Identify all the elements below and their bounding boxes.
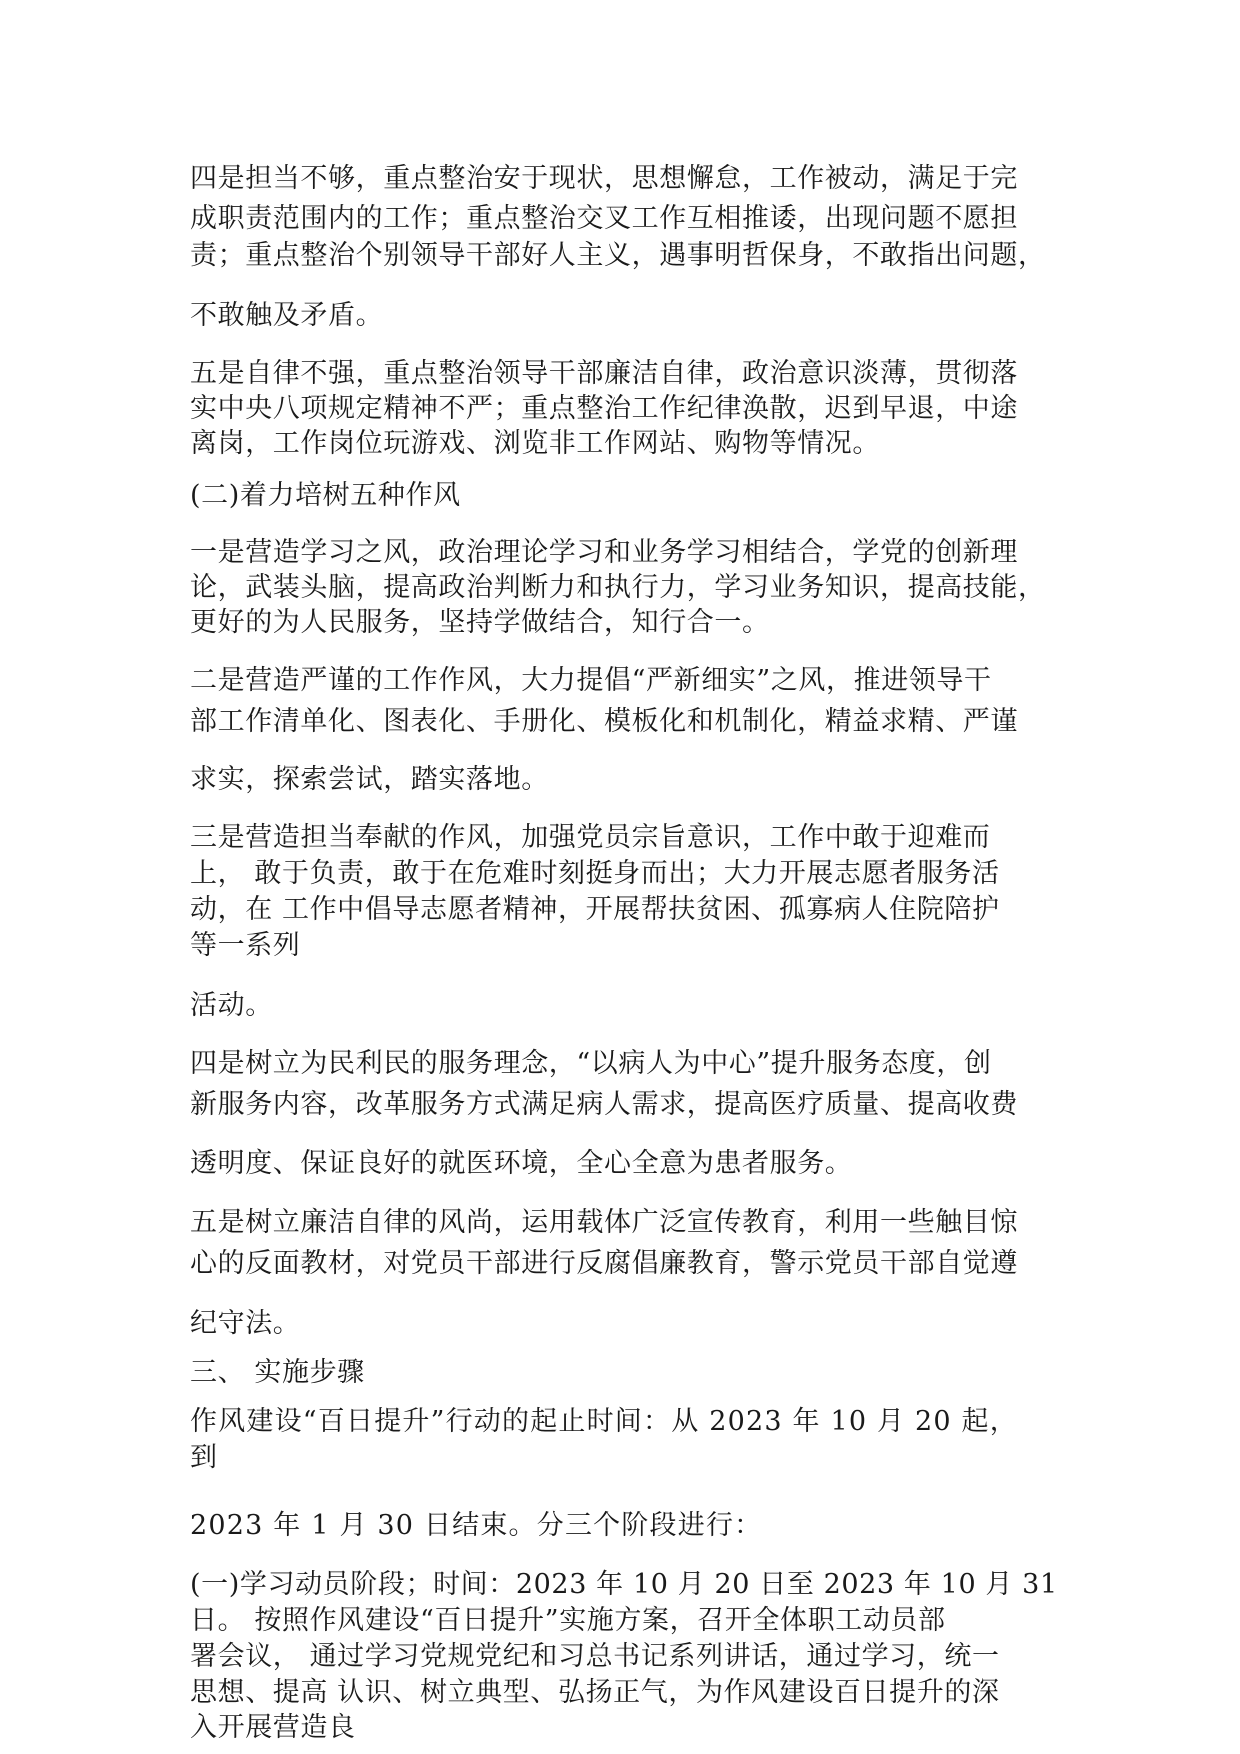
- text-line: 心的反面教材，对党员干部进行反腐倡廉教育，警示党员干部自觉遵: [190, 1248, 1018, 1279]
- text-line: 不敢触及矛盾。: [190, 300, 384, 331]
- text-line: 思想、提高 认识、树立典型、弘扬正气，为作风建设百日提升的深: [190, 1677, 1000, 1708]
- text-line: 等一系列: [190, 930, 301, 961]
- text-line: 部工作清单化、图表化、手册化、模板化和机制化，精益求精、严谨: [190, 706, 1018, 737]
- text-line: 活动。: [190, 990, 273, 1021]
- text-line: 2023 年 1 月 30 日结束。分三个阶段进行：: [190, 1510, 763, 1541]
- text-line: 四是树立为民利民的服务理念，“以病人为中心”提升服务态度，创: [190, 1048, 992, 1079]
- text-line: 更好的为人民服务，坚持学做结合，知行合一。: [190, 607, 770, 638]
- text-line: 论，武装头脑，提高政治判断力和执行力，学习业务知识，提高技能，: [190, 572, 1046, 603]
- text-line: 离岗，工作岗位玩游戏、浏览非工作网站、购物等情况。: [190, 428, 880, 459]
- text-line: 到: [190, 1442, 218, 1473]
- text-line: 责；重点整治个别领导干部好人主义，遇事明哲保身，不敢指出问题，: [190, 240, 1046, 271]
- text-line: 入开展营造良: [190, 1712, 356, 1743]
- text-line: 上， 敢于负责，敢于在危难时刻挺身而出；大力开展志愿者服务活: [190, 858, 1000, 889]
- text-line: 求实，探索尝试，踏实落地。: [190, 764, 549, 795]
- text-line: 二是营造严谨的工作作风，大力提倡“严新细实”之风，推进领导干: [190, 665, 992, 696]
- text-line: 作风建设“百日提升”行动的起止时间：从 2023 年 10 月 20 起，: [190, 1406, 1018, 1437]
- text-line: 日。 按照作风建设“百日提升”实施方案，召开全体职工动员部: [190, 1605, 946, 1636]
- text-line: 一是营造学习之风，政治理论学习和业务学习相结合，学党的创新理: [190, 537, 1018, 568]
- text-line: 纪守法。: [190, 1308, 301, 1339]
- text-line: 三是营造担当奉献的作风，加强党员宗旨意识，工作中敢于迎难而: [190, 822, 991, 853]
- section-heading: (二)着力培树五种作风: [190, 480, 461, 511]
- text-line: 实中央八项规定精神不严；重点整治工作纪律涣散，迟到早退，中途: [190, 393, 1018, 424]
- text-line: 成职责范围内的工作；重点整治交叉工作互相推诿，出现问题不愿担: [190, 203, 1018, 234]
- text-line: 署会议， 通过学习党规党纪和习总书记系列讲话，通过学习，统一: [190, 1641, 1000, 1672]
- text-line: 新服务内容，改革服务方式满足病人需求，提高医疗质量、提高收费: [190, 1089, 1018, 1120]
- text-line: 四是担当不够，重点整治安于现状，思想懈怠，工作被动，满足于完: [190, 163, 1018, 194]
- text-line: 五是树立廉洁自律的风尚，运用载体广泛宣传教育，利用一些触目惊: [190, 1207, 1018, 1238]
- section-heading: 三、 实施步骤: [190, 1357, 365, 1388]
- text-line: 五是自律不强，重点整治领导干部廉洁自律，政治意识淡薄，贯彻落: [190, 358, 1018, 389]
- text-line: 透明度、保证良好的就医环境，全心全意为患者服务。: [190, 1148, 853, 1179]
- text-line: (一)学习动员阶段；时间：2023 年 10 月 20 日至 2023 年 10 月 31: [190, 1569, 1058, 1600]
- text-line: 动，在 工作中倡导志愿者精神，开展帮扶贫困、孤寡病人住院陪护: [190, 894, 1000, 925]
